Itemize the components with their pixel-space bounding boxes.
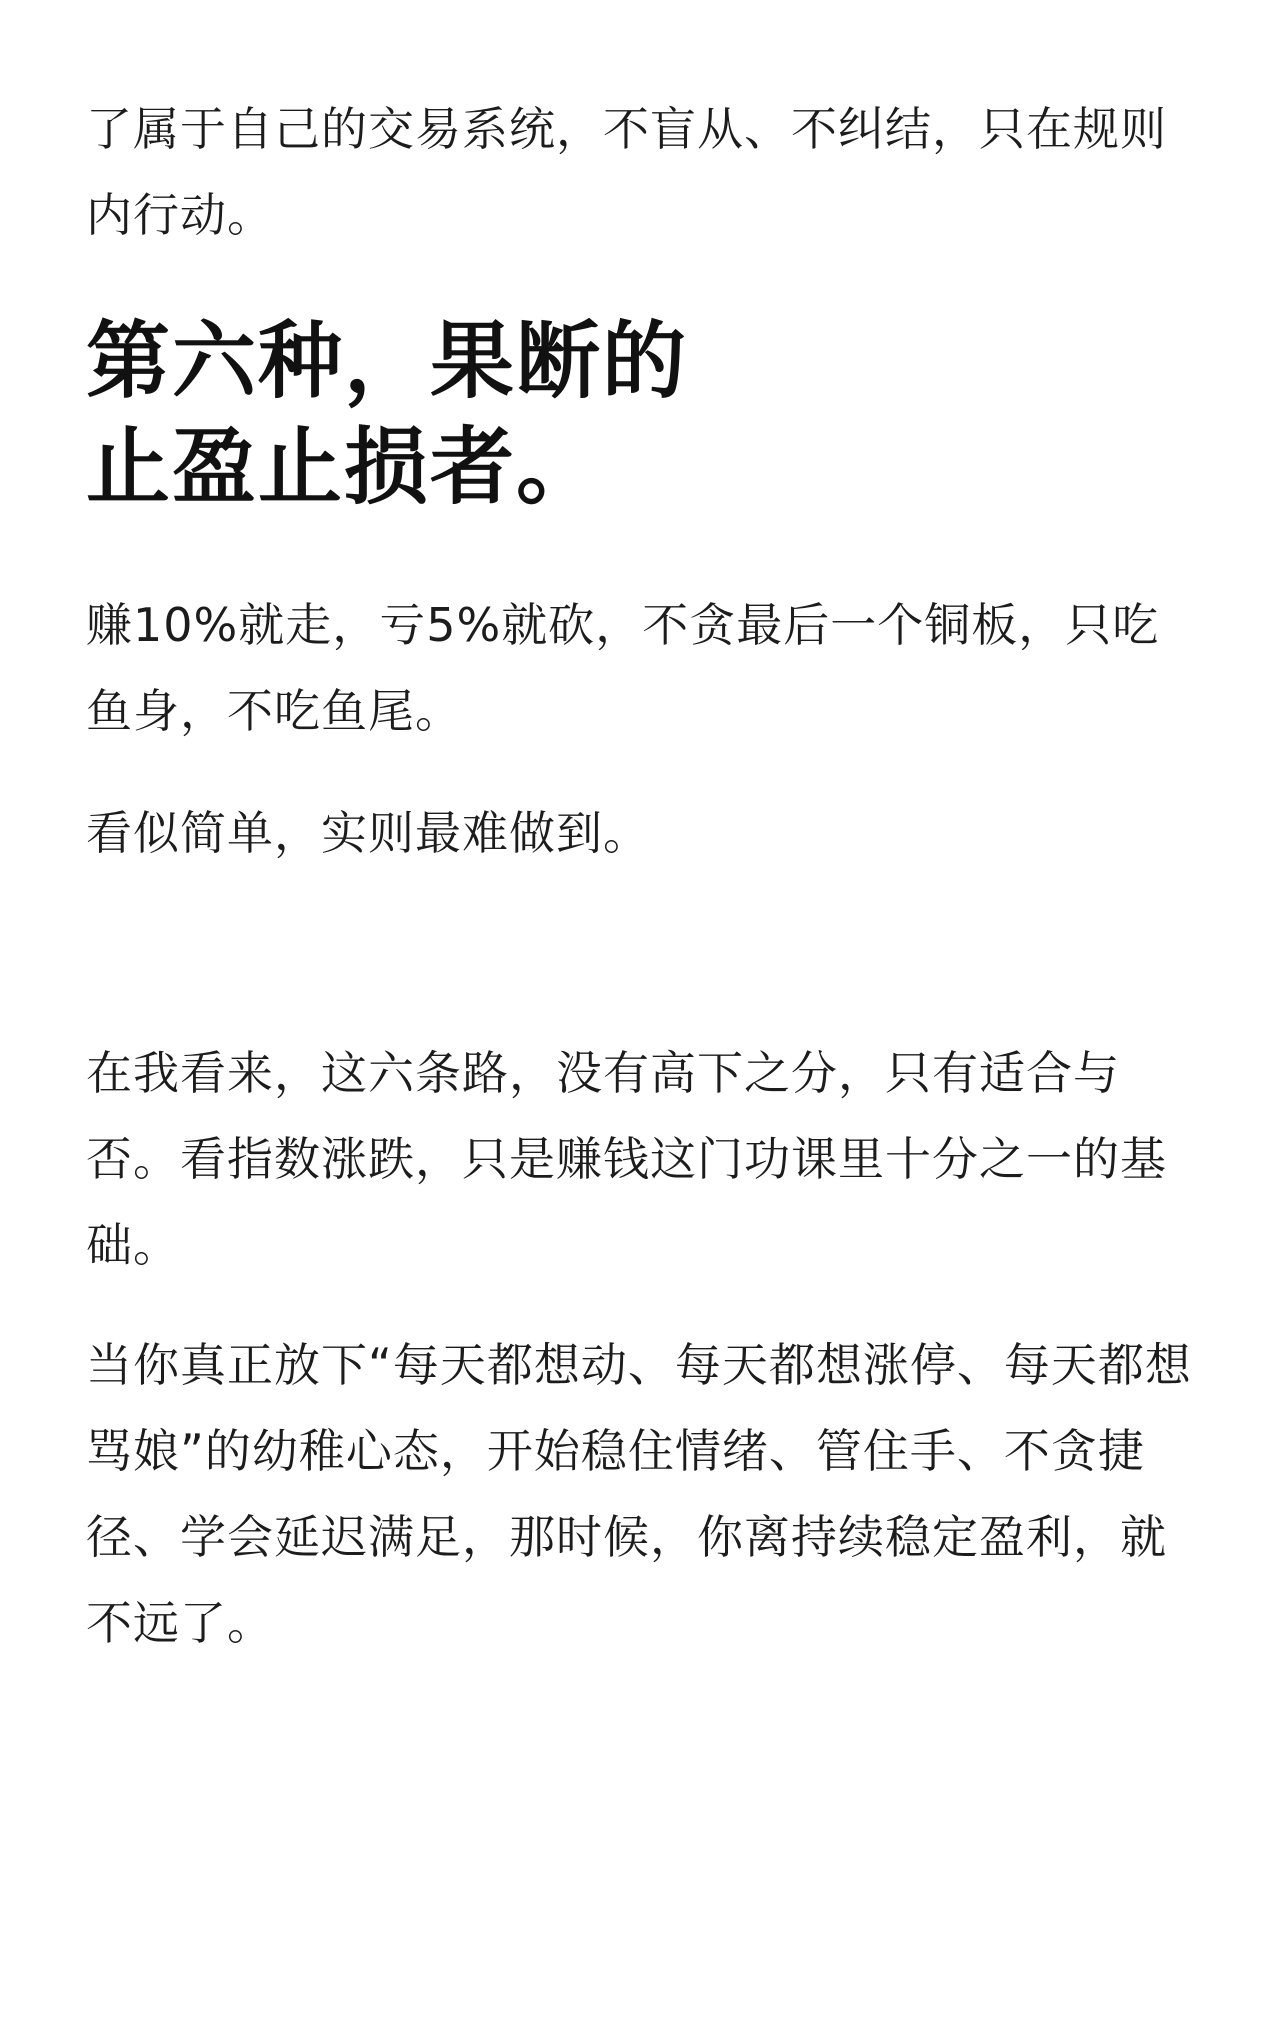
section-heading <box>86 308 688 520</box>
intro-paragraph: 了属于自己的交易系统，不盲从、不纠结，只在规则内行动。 <box>86 102 1167 242</box>
conclusion-paragraph: 当你真正放下“每天都想动、每天都想涨停、每天都想骂娘”的幼稚心态，开始稳住情绪、管住手、不贪捷径、学会延迟满足，那时候，你离持续稳定盈利，就不远了。 <box>86 1338 1192 1650</box>
rule-paragraph: 赚10%就走，亏5%就砍，不贪最后一个铜板，只吃鱼身，不吃鱼尾。 <box>86 598 1160 738</box>
section-heading-line-2: 止盈止损者。 <box>86 418 603 516</box>
note-paragraph: 看似简单，实则最难做到。 <box>86 806 650 860</box>
section-heading-line-1: 第六种，果断的 <box>86 312 689 410</box>
view-paragraph: 在我看来，这六条路，没有高下之分，只有适合与否。看指数涨跌，只是赚钱这门功课里十分之一的基础。 <box>86 1046 1167 1272</box>
